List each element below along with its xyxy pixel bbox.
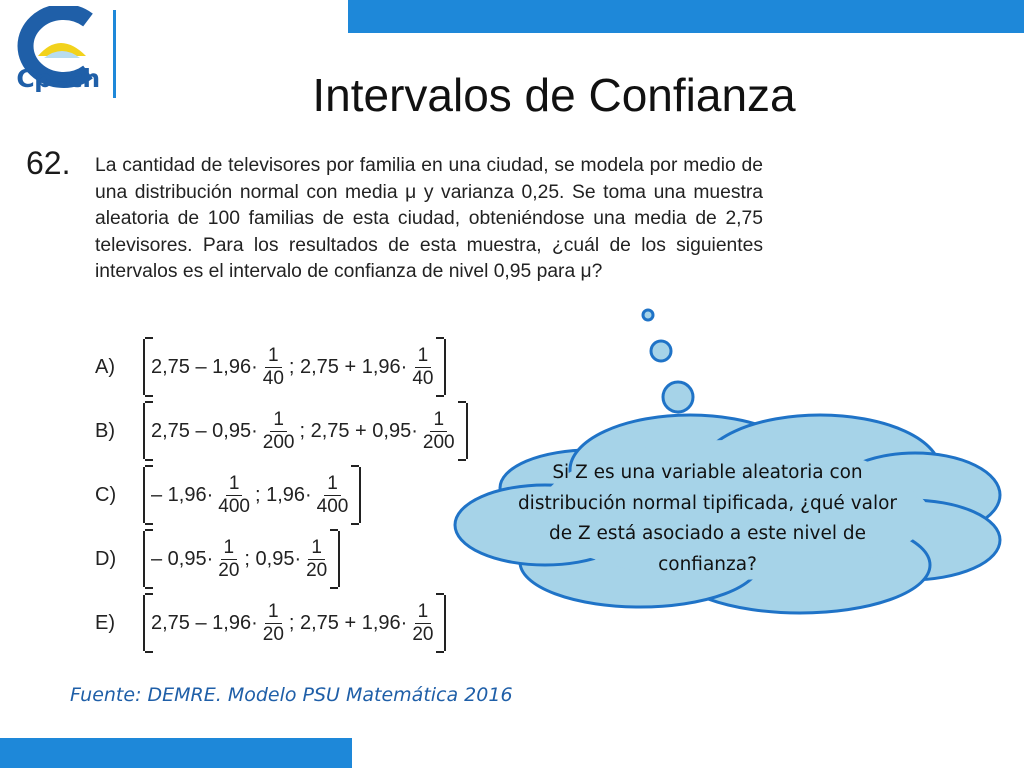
interval-left-term: – 1,96· (151, 483, 214, 506)
fraction-numerator: 1 (221, 537, 238, 560)
option-letter: C) (95, 483, 117, 506)
interval-right-term: ; 0,95· (244, 547, 302, 570)
option-letter: B) (95, 419, 115, 442)
fraction-numerator: 1 (270, 409, 287, 432)
fraction-denominator: 40 (412, 367, 434, 389)
question-number: 62. (26, 145, 71, 181)
fraction-denominator: 200 (422, 431, 455, 453)
fraction-denominator: 40 (262, 367, 284, 389)
fraction (215, 537, 242, 582)
interval-left-term: 2,75 – 1,96· (151, 355, 258, 378)
thought-bubble-text: Si Z es una variable aleatoria con distribución normal tipificada, ¿qué valor de Z está asociado a este nivel de confianza? (517, 462, 898, 575)
interval-expression (143, 467, 361, 523)
fraction-denominator: 20 (262, 623, 284, 645)
fraction-numerator: 1 (430, 409, 447, 432)
fraction-denominator: 200 (262, 431, 295, 453)
interval-expression (143, 403, 468, 459)
interval-expression (143, 595, 446, 651)
fraction-numerator: 1 (415, 345, 432, 368)
option-letter: D) (95, 547, 117, 570)
option-letter: E) (95, 611, 115, 634)
interval-left-term: – 0,95· (151, 547, 214, 570)
fraction-numerator: 1 (415, 601, 432, 624)
interval-right-term: ; 2,75 + 1,96· (288, 355, 408, 378)
page-title: Intervalos de Confianza (312, 69, 796, 121)
fraction-numerator: 1 (308, 537, 325, 560)
fraction-denominator: 20 (412, 623, 434, 645)
answer-option (95, 592, 446, 654)
question-text: La cantidad de televisores por familia en una ciudad, se modela por medio de una distribución normal con media μ y varianza 0,25. Se toma una muestra aleatoria de 100 familias de esta ciudad, obteniéndose una media de 2,75 televisores. Para los resultados de esta muestra, ¿cuál de los siguientes intervalos es el intervalo de confianza de nivel 0,95 para μ? (95, 155, 763, 283)
interval-left-term: 2,75 – 1,96· (151, 611, 258, 634)
option-letter: A) (95, 355, 115, 378)
fraction-denominator: 20 (306, 559, 328, 581)
source-citation: Fuente: DEMRE. Modelo PSU Matemática 2016 (70, 684, 513, 706)
interval-expression (143, 339, 446, 395)
answer-option (95, 528, 340, 590)
answer-option (95, 464, 361, 526)
fraction (303, 537, 330, 582)
interval-expression (143, 531, 340, 587)
fraction (314, 473, 352, 518)
fraction (260, 345, 287, 390)
fraction-denominator: 400 (316, 495, 349, 517)
interval-right-term: ; 2,75 + 1,96· (288, 611, 408, 634)
fraction-numerator: 1 (226, 473, 243, 496)
fraction (260, 601, 287, 646)
answer-option (95, 336, 446, 398)
fraction-numerator: 1 (265, 601, 282, 624)
interval-right-term: ; 2,75 + 0,95· (299, 419, 418, 442)
interval-right-term: ; 1,96· (254, 483, 312, 506)
fraction (409, 601, 436, 646)
fraction (260, 409, 298, 454)
logo-text: Cpech (16, 64, 100, 93)
fraction-denominator: 400 (218, 495, 250, 517)
fraction-denominator: 20 (218, 559, 240, 581)
fraction (409, 345, 436, 390)
fraction-numerator: 1 (324, 473, 341, 496)
answer-option (95, 400, 468, 462)
fraction (215, 473, 253, 518)
interval-left-term: 2,75 – 0,95· (151, 419, 258, 442)
fraction-numerator: 1 (265, 345, 282, 368)
bottom-accent-bar (0, 738, 352, 768)
top-accent-bar (348, 0, 1024, 33)
